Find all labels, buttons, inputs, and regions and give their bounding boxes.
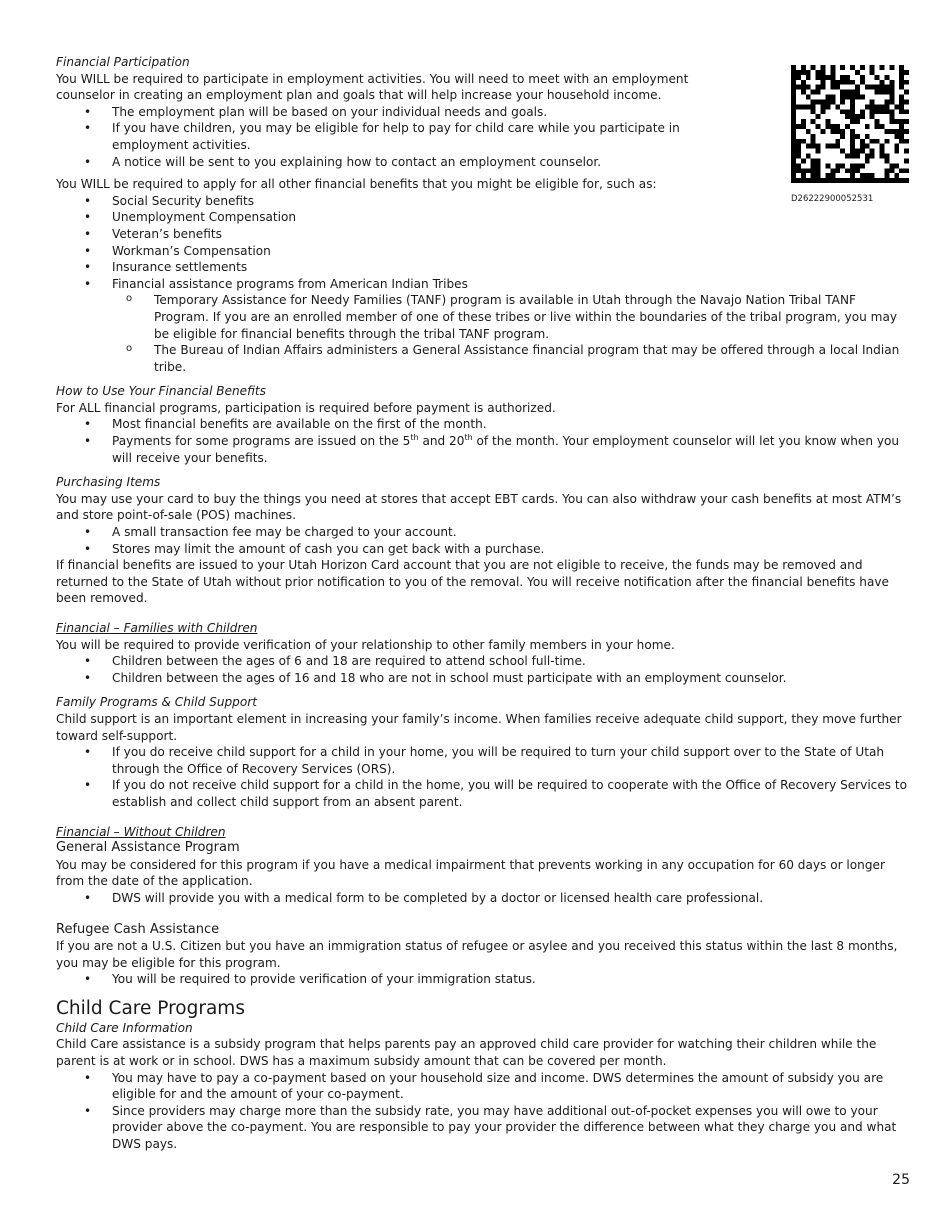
list-item: • DWS will provide you with a medical form to be completed by a doctor or licensed health care professional.: [112, 890, 908, 907]
paragraph: You WILL be required to apply for all other financial benefits that you might be eligible for, such as:: [56, 177, 657, 192]
list-item: • Since providers may charge more than the subsidy rate, you may have additional out-of-pocket expenses you will owe to your provider above the co-payment. You are responsible to pay your provider the difference between what they charge you and what DWS pays.: [112, 1103, 908, 1153]
paragraph: If you are not a U.S. Citizen but you have an immigration status of refugee or asylee and you received this status within the last 8 months, you may be eligible for this program.: [56, 939, 898, 970]
section-heading: Financial – Families with Children: [56, 621, 258, 635]
superscript: th: [410, 433, 419, 443]
list-item: [112, 433, 908, 466]
list-item: • Unemployment Compensation: [112, 209, 908, 226]
sub-list-item: o The Bureau of Indian Affairs administers a General Assistance financial program that may be offered through a local Indian tribe.: [154, 342, 908, 375]
bullet-list: [56, 890, 908, 907]
child-support-section: [56, 694, 908, 810]
child-care-section: [56, 998, 908, 1153]
list-item: • A notice will be sent to you explaining how to contact an employment counselor.: [112, 154, 762, 171]
bullet-list: [56, 104, 762, 170]
list-item: • Children between the ages of 6 and 18 are required to attend school full-time.: [112, 653, 908, 670]
without-children-section: [56, 824, 908, 988]
bullet-list: [56, 653, 908, 686]
section-heading: Child Care Information: [56, 1020, 193, 1035]
subsection-heading: General Assistance Program: [56, 840, 240, 856]
paragraph: Child Care assistance is a subsidy program that helps parents pay an approved child care provider for watching their children while the parent is at work or in school. DWS has a maximum subsidy amount that can be covered per month.: [56, 1037, 877, 1069]
paragraph: You may be considered for this program if you have a medical impairment that prevents working in any occupation for 60 days or longer from the date of the application.: [56, 857, 885, 889]
paragraph: You may use your card to buy the things you need at stores that accept EBT cards. You can also withdraw your cash benefits at most ATM’s and store point-of-sale (POS) machines.: [56, 491, 902, 523]
list-item: • Veteran’s benefits: [112, 226, 908, 243]
list-item: [112, 276, 908, 376]
paragraph: You will be required to provide verification of your relationship to other family members in your home.: [56, 637, 675, 652]
how-to-use-section: [56, 383, 908, 466]
purchasing-section: [56, 474, 908, 607]
list-item: • The employment plan will be based on your individual needs and goals.: [112, 104, 762, 121]
section-heading: Financial Participation: [56, 55, 190, 69]
text-run: Payments for some programs are issued on the 5: [112, 434, 411, 449]
page-title: Child Care Programs: [56, 997, 245, 1019]
list-item: • Social Security benefits: [112, 193, 908, 210]
bullet-list: [56, 744, 908, 810]
page-number: 25: [892, 1172, 910, 1188]
bullet-list: [56, 971, 908, 988]
sub-list: [112, 292, 908, 375]
section-heading: How to Use Your Financial Benefits: [56, 384, 266, 399]
financial-participation-section: [56, 54, 908, 375]
paragraph: For ALL financial programs, participation is required before payment is authorized.: [56, 400, 556, 415]
benefits-list: [56, 193, 908, 376]
bullet-list: [56, 524, 908, 557]
section-heading: Family Programs & Child Support: [56, 695, 257, 710]
list-item: • You will be required to provide verification of your immigration status.: [112, 971, 908, 988]
list-item: • Workman’s Compensation: [112, 243, 908, 260]
list-item: • Stores may limit the amount of cash you can get back with a purchase.: [112, 541, 908, 558]
superscript: th: [464, 433, 473, 443]
document-page: [56, 54, 908, 1153]
families-children-section: [56, 620, 908, 686]
list-item: • If you have children, you may be eligible for help to pay for child care while you participate in employment activities.: [112, 120, 762, 153]
paragraph: Child support is an important element in increasing your family’s income. When families receive adequate child support, they move further toward self-support.: [56, 711, 902, 743]
paragraph: If financial benefits are issued to your Utah Horizon Card account that you are not eligible to receive, the funds may be removed and returned to the State of Utah without prior notification to you of the removal. You will receive notification after the financial benefits have been removed.: [56, 558, 889, 606]
list-item: • Insurance settlements: [112, 259, 908, 276]
paragraph: You WILL be required to participate in employment activities. You will need to meet with an employment counselor in creating an employment plan and goals that will help increase your household income.: [56, 71, 689, 103]
list-item: • You may have to pay a co-payment based on your household size and income. DWS determines the amount of subsidy you are eligible for and the amount of your co-payment.: [112, 1070, 908, 1103]
list-item: • If you do not receive child support for a child in the home, you will be required to cooperate with the Office of Recovery Services to establish and collect child support from an absent parent.: [112, 777, 908, 810]
text-run: and 20: [418, 434, 465, 449]
subsection-heading: Refugee Cash Assistance: [56, 921, 220, 937]
list-item: • A small transaction fee may be charged to your account.: [112, 524, 908, 541]
barcode-id: D26222900052531: [791, 194, 874, 204]
bullet-list: [56, 1070, 908, 1153]
sub-list-item: o Temporary Assistance for Needy Families (TANF) program is available in Utah through the Navajo Nation Tribal TANF Program. If you are an enrolled member of one of these tribes or live within the boundaries of the tribal program, you may be eligible for financial benefits through the tribal TANF program.: [154, 292, 908, 342]
list-item: • Children between the ages of 16 and 18 who are not in school must participate with an employment counselor.: [112, 670, 908, 687]
list-item: • Most financial benefits are available on the first of the month.: [112, 416, 908, 433]
list-item-text: Financial assistance programs from American Indian Tribes: [112, 276, 468, 291]
section-heading: Purchasing Items: [56, 475, 161, 490]
text-run: of the month. Your employment counselor will let you know when you will receive your benefits.: [112, 434, 900, 465]
section-heading: Financial – Without Children: [56, 824, 226, 839]
list-item: • If you do receive child support for a child in your home, you will be required to turn your child support over to the State of Utah through the Office of Recovery Services (ORS).: [112, 744, 908, 777]
bullet-list: [56, 416, 908, 466]
